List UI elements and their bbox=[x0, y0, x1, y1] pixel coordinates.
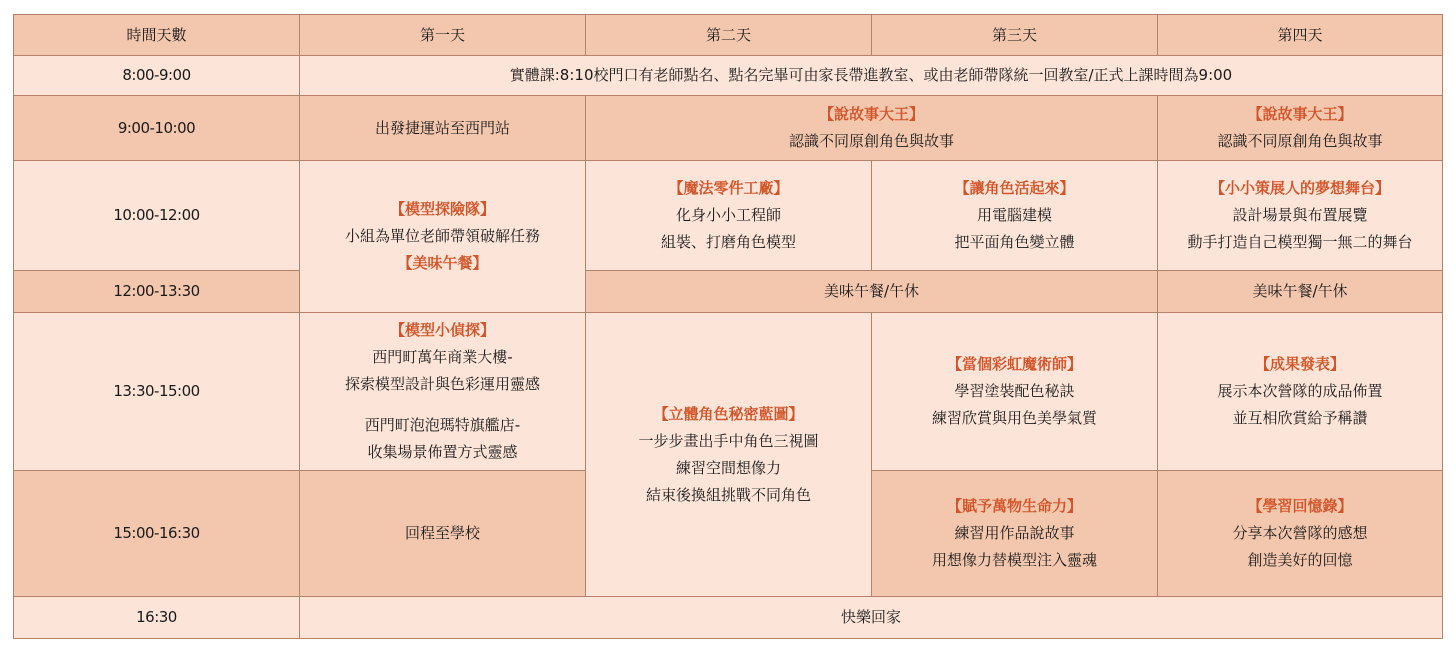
day4-s4-title: 【學習回憶錄】 bbox=[1247, 497, 1353, 515]
day2-session2 bbox=[586, 161, 872, 271]
day2-s3-line1: 一步步畫出手中角色三視圖 bbox=[638, 431, 819, 450]
day4-s3-line1: 展示本次營隊的成品佈置 bbox=[1217, 382, 1383, 400]
day1-header: 第一天 bbox=[300, 15, 586, 56]
day3-s2-line2: 把平面角色變立體 bbox=[954, 233, 1075, 251]
day3-session3 bbox=[872, 313, 1158, 471]
day2-session3 bbox=[586, 313, 872, 597]
time-1000: 10:00-12:00 bbox=[14, 161, 300, 271]
day4-session1 bbox=[1158, 96, 1443, 161]
day23-session1 bbox=[586, 96, 1158, 161]
day4-s2-title: 【小小策展人的夢想舞台】 bbox=[1209, 179, 1390, 197]
day1-session4 bbox=[300, 471, 586, 597]
day2-header: 第二天 bbox=[586, 15, 872, 56]
time-0800: 8:00-9:00 bbox=[14, 56, 300, 96]
day1-s2-title: 【模型探險隊】 bbox=[389, 200, 495, 218]
day1-s3-title: 【模型小偵探】 bbox=[389, 321, 495, 339]
day4-header: 第四天 bbox=[1158, 15, 1443, 56]
line-gap bbox=[306, 398, 579, 412]
day1-s3-line4: 收集場景佈置方式靈感 bbox=[367, 443, 518, 461]
day3-s4-title: 【賦予萬物生命力】 bbox=[946, 497, 1082, 515]
day1-s2-desc: 小組為單位老師帶領破解任務 bbox=[344, 227, 540, 245]
time-1200: 12:00-13:30 bbox=[14, 271, 300, 313]
day3-header: 第三天 bbox=[872, 15, 1158, 56]
day2-s2-title: 【魔法零件工廠】 bbox=[668, 179, 789, 197]
day1-lunch-title: 【美味午餐】 bbox=[397, 254, 488, 272]
day3-s2-line1: 用電腦建模 bbox=[976, 206, 1052, 224]
day3-s3-title: 【當個彩虹魔術師】 bbox=[946, 355, 1082, 373]
day4-session2 bbox=[1158, 161, 1443, 271]
day4-lunch: 美味午餐/午休 bbox=[1158, 271, 1443, 313]
day4-session4 bbox=[1158, 471, 1443, 597]
day4-s1-desc: 認識不同原創角色與故事 bbox=[1217, 132, 1383, 150]
day23-lunch: 美味午餐/午休 bbox=[586, 271, 1158, 313]
day4-s4-line2: 創造美好的回憶 bbox=[1247, 551, 1353, 569]
day1-s3-line1: 西門町萬年商業大樓- bbox=[372, 348, 513, 366]
day3-s4-line1: 練習用作品說故事 bbox=[954, 524, 1075, 542]
time-1500: 15:00-16:30 bbox=[14, 471, 300, 597]
day1-s3-line3: 西門町泡泡瑪特旗艦店- bbox=[364, 416, 521, 434]
day2-s3-line2: 練習空間想像力 bbox=[675, 458, 781, 477]
day1-s4-text: 回程至學校 bbox=[404, 524, 480, 542]
day3-s4-line2: 用想像力替模型注入靈魂 bbox=[931, 551, 1097, 569]
day23-s1-title: 【說故事大王】 bbox=[818, 105, 924, 123]
day4-s3-title: 【成果發表】 bbox=[1254, 355, 1345, 373]
day1-s3-line2: 探索模型設計與色彩運用靈感 bbox=[344, 375, 540, 393]
day23-s1-desc: 認識不同原創角色與故事 bbox=[788, 132, 954, 150]
time-header: 時間天數 bbox=[14, 15, 300, 56]
day1-s1-text: 出發捷運站至西門站 bbox=[374, 118, 510, 137]
day3-session2 bbox=[872, 161, 1158, 271]
day1-session3 bbox=[300, 313, 586, 471]
morning-note: 實體課:8:10校門口有老師點名、點名完畢可由家長帶進教室、或由老師帶隊統一回教室/正式上課時間為9:00 bbox=[300, 56, 1443, 96]
day4-session3 bbox=[1158, 313, 1443, 471]
time-0900: 9:00-10:00 bbox=[14, 96, 300, 161]
time-1630: 16:30 bbox=[14, 597, 300, 639]
day3-s3-line2: 練習欣賞與用色美學氣質 bbox=[931, 409, 1097, 427]
day3-s3-line1: 學習塗裝配色秘訣 bbox=[954, 382, 1075, 400]
day3-session4 bbox=[872, 471, 1158, 597]
day4-s4-line1: 分享本次營隊的感想 bbox=[1232, 524, 1368, 542]
day2-s2-line2: 組裝、打磨角色模型 bbox=[660, 233, 796, 251]
day2-s2-line1: 化身小小工程師 bbox=[675, 206, 781, 224]
day2-s3-title: 【立體角色秘密藍圖】 bbox=[653, 404, 804, 423]
day4-s2-line2: 動手打造自己模型獨一無二的舞台 bbox=[1187, 233, 1413, 251]
day2-s3-line3: 結束後換組挑戰不同角色 bbox=[645, 485, 811, 504]
time-1330: 13:30-15:00 bbox=[14, 313, 300, 471]
day3-s2-title: 【讓角色活起來】 bbox=[954, 179, 1075, 197]
day4-s3-line2: 並互相欣賞給予稱讚 bbox=[1232, 409, 1368, 427]
day1-session2 bbox=[300, 161, 586, 313]
schedule-table bbox=[13, 14, 1443, 639]
day1-session1 bbox=[300, 96, 586, 161]
day4-s2-line1: 設計場景與布置展覽 bbox=[1232, 206, 1368, 224]
ending-row: 快樂回家 bbox=[300, 597, 1443, 639]
day4-s1-title: 【說故事大王】 bbox=[1247, 105, 1353, 123]
